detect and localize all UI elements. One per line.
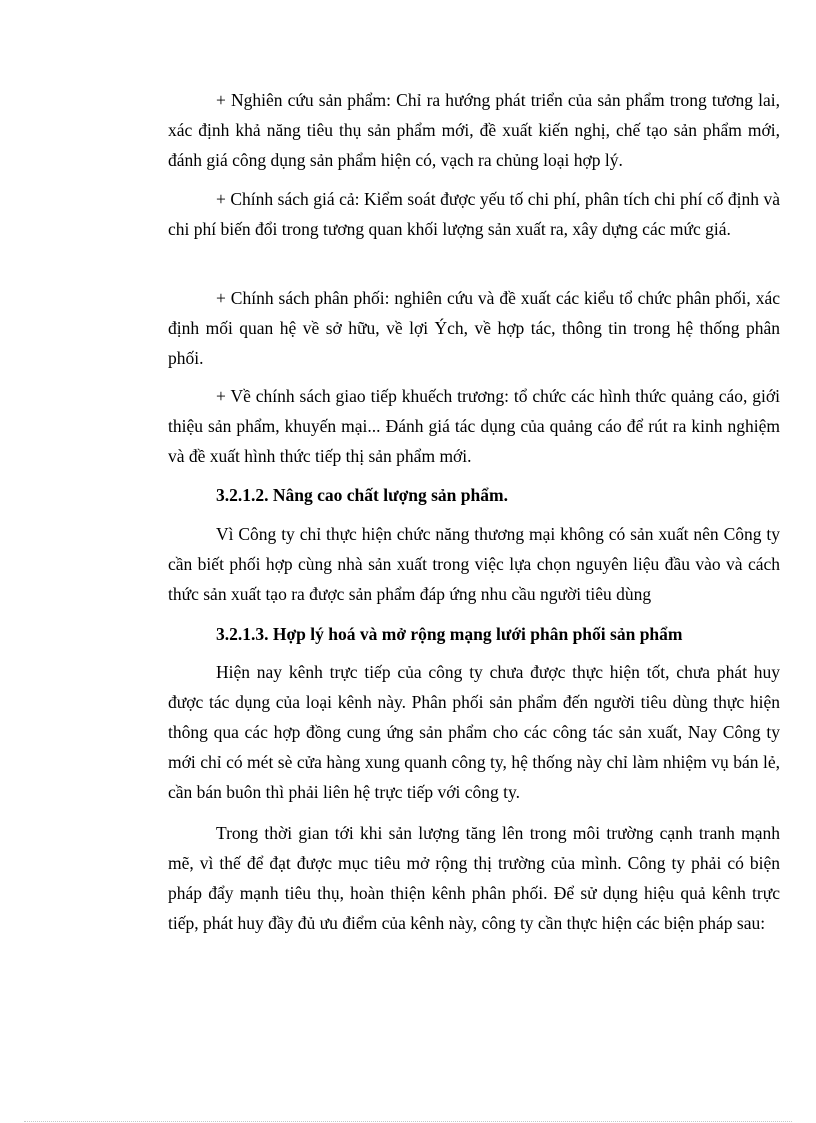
paragraph-pricing-policy: + Chính sách giá cả: Kiểm soát được yếu tố chi phí, phân tích chi phí cố định và chi phí biến đổi trong tương quan khối lượng sản xuất ra, xây dựng các mức giá. — [168, 189, 780, 239]
paragraph-product-research: + Nghiên cứu sản phẩm: Chỉ ra hướng phát triển của sản phẩm trong tương lai, xác định khả năng tiêu thụ sản phẩm mới, đề xuất kiến nghị, chế tạo sản phẩm mới, đánh giá công dụng sản phẩm hiện có, vạch ra chủng loại hợp lý. — [168, 90, 780, 170]
paragraph-future-measures: Trong thời gian tới khi sản lượng tăng lên trong môi trường cạnh tranh mạnh mẽ, vì thế để đạt được mục tiêu mở rộng thị trường của mình. Công ty phải có biện pháp đẩy mạnh tiêu thụ, hoàn thiện kênh phân phối. Để sử dụng hiệu quả kênh trực tiếp, phát huy đầy đủ ưu điểm của kênh này, công ty cần thực hiện các biện pháp sau: — [168, 823, 780, 933]
paragraph-promotion-policy: + Về chính sách giao tiếp khuếch trương: tổ chức các hình thức quảng cáo, giới thiệu sản phẩm, khuyến mại... Đánh giá tác dụng của quảng cáo để rút ra kinh nghiệm và đề xuất hình thức tiếp thị sản phẩm mới. — [168, 386, 780, 466]
section-heading-quality: 3.2.1.2. Nâng cao chất lượng sản phẩm. — [216, 485, 508, 505]
page-bottom-rule — [24, 1121, 792, 1122]
paragraph-distribution-policy: + Chính sách phân phối: nghiên cứu và đề xuất các kiểu tổ chức phân phối, xác định mối quan hệ về sở hữu, về lợi Ých, về hợp tác, thông tin trong hệ thống phân phối. — [168, 288, 780, 368]
paragraph-quality: Vì Công ty chỉ thực hiện chức năng thương mại không có sản xuất nên Công ty cần biết phối hợp cùng nhà sản xuất trong việc lựa chọn nguyên liệu đầu vào và cách thức sản xuất tạo ra được sản phẩm đáp ứng nhu cầu người tiêu dùng — [168, 524, 780, 604]
section-heading-distribution-network: 3.2.1.3. Hợp lý hoá và mở rộng mạng lưới phân phối sản phẩm — [216, 624, 683, 644]
paragraph-direct-channel: Hiện nay kênh trực tiếp của công ty chưa được thực hiện tốt, chưa phát huy được tác dụng của loại kênh này. Phân phối sản phẩm đến người tiêu dùng thực hiện thông qua các hợp đồng cung ứng sản phẩm cho các công tác sản xuất, Nay Công ty mới chỉ có mét sè cửa hàng xung quanh công ty, hệ thống này chỉ làm nhiệm vụ bán lẻ, cần bán buôn thì phải liên hệ trực tiếp với công ty. — [168, 662, 780, 802]
